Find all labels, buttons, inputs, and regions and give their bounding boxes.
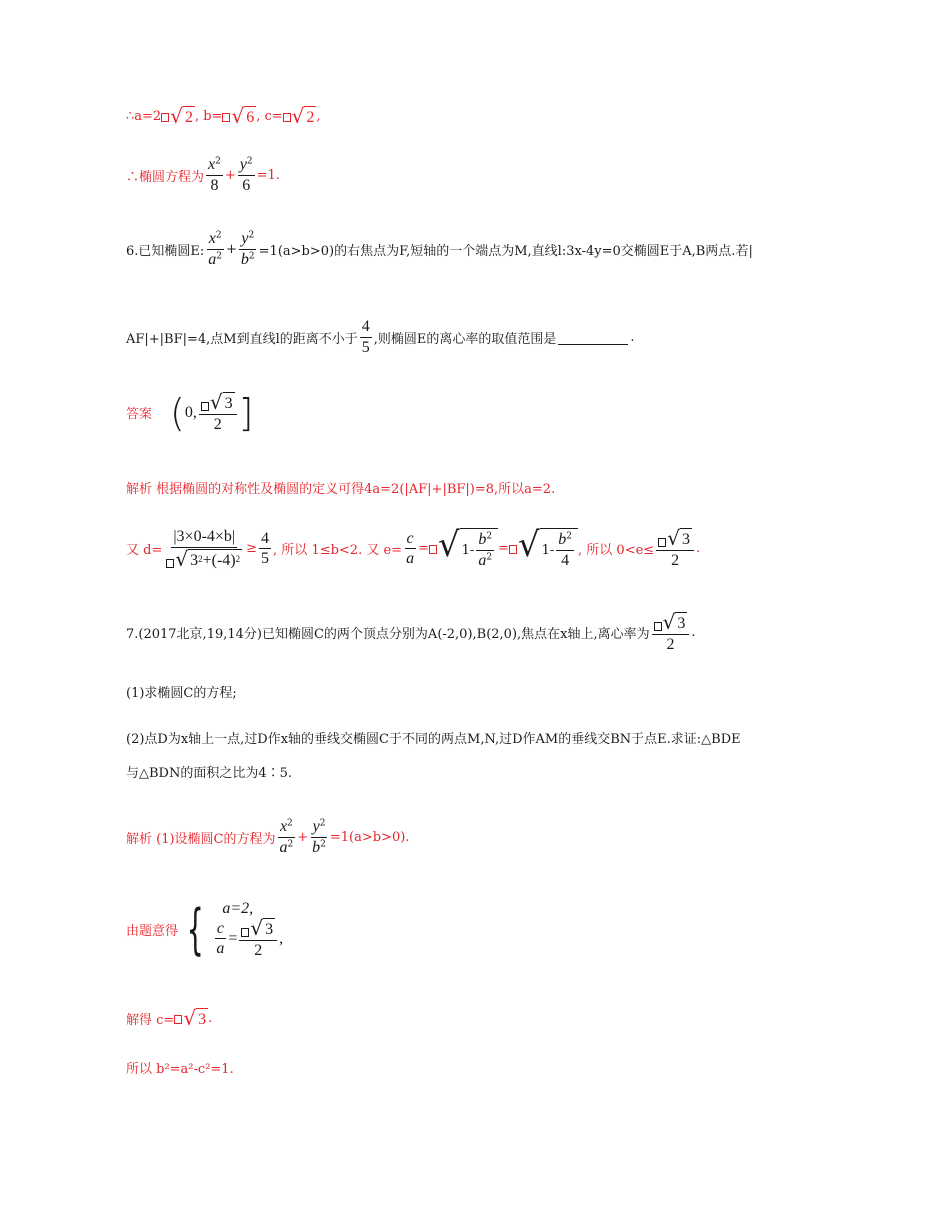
question-7-part-2-line-1: (2)点D为x轴上一点,过D作x轴的垂线交椭圆C于不同的两点M,N,过D作AM的垂线交BN于点E.求证:△BDE bbox=[126, 732, 741, 747]
answer-label: 答案 bbox=[126, 407, 153, 423]
question-6-number: 6.已知椭圆E: bbox=[126, 243, 205, 259]
solution-7-c-value: 解得 c= √ 3 . bbox=[126, 1006, 213, 1030]
a-value-text: a=2 bbox=[134, 109, 162, 124]
placeholder-box-icon bbox=[509, 545, 517, 554]
ellipse-equation-line: ∴椭圆方程为 $\frac{x^2}{8}$ + $\frac{y^2}{6}$ =1. bbox=[126, 156, 280, 194]
ellipse-equation-prefix: ∴椭圆方程为 bbox=[126, 169, 205, 185]
fraction-sqrt3-over-2-c: √ 3 2 bbox=[652, 612, 690, 654]
fraction-4-over-5-b: $\frac{4}{5}$ bbox=[261, 529, 270, 568]
line-abc: ∴ a=2 √ 2 , b= √ 6 , c= √ 2 , bbox=[126, 104, 321, 128]
solution-6-line-1: 解析 根据椭圆的对称性及椭圆的定义可得4a=2(|AF|+|BF|)=8,所以a=2. bbox=[126, 482, 556, 497]
open-paren: ( bbox=[170, 390, 185, 435]
fraction-x2-over-8: $\frac{x^2}{8}$ bbox=[208, 156, 221, 194]
fraction-y2-over-b2: $\frac{y^2}{b^2}$ bbox=[240, 230, 255, 268]
question-7-line-1: 7.(2017北京,19,14分)已知椭圆C的两个顶点分别为A(-2,0),B(2,0),焦点在x轴上,离心率为 √ 3 2 . bbox=[126, 610, 696, 654]
fraction-c-over-a: $\frac{c}{a}$ bbox=[406, 529, 415, 568]
solution-6-line-2: 又 d= |3×0-4×b| √ 3 2 +(-4) 2 ≥ $\frac{4}{5}$ , 所以 1≤b<2. 又 e= $\frac{c}{a}$ = √ 1- $\frac{b^2}{a^2}$ = √ 1- $\frac{b^2}{4}$ , 所以 0<e≤ √ 3 2 . bbox=[126, 525, 701, 571]
placeholder-box-icon bbox=[429, 545, 437, 554]
fraction-y2-over-b2-b: $\frac{y^2}{b^2}$ bbox=[312, 818, 326, 856]
fraction-y2-over-6: $\frac{y^2}{6}$ bbox=[239, 156, 253, 194]
question-6-line-1: 6.已知椭圆E: $\frac{x^2}{a^2}$ + $\frac{y^2}{b^2}$ =1(a>b>0)的右焦点为F,短轴的一个端点为M,直线l:3x-4y=0交椭圆E于A,B两点.若| bbox=[126, 230, 753, 268]
solution-7-b-value: 所以 b²=a²-c²=1. bbox=[126, 1062, 234, 1077]
fraction-sqrt3-over-2-b: √ 3 2 bbox=[656, 528, 694, 570]
therefore-symbol: ∴ bbox=[126, 109, 135, 124]
question-7-part-1: (1)求椭圆C的方程; bbox=[126, 686, 237, 701]
fraction-sqrt3-over-2: √ 3 2 bbox=[199, 392, 237, 434]
placeholder-box-icon bbox=[222, 113, 230, 122]
solution-7-system: 由题意得 { a=2, $\frac{c}{a}$ = √ 3 2 , bbox=[126, 897, 284, 961]
close-bracket: ] bbox=[238, 390, 254, 435]
placeholder-box-icon bbox=[161, 113, 169, 122]
distance-fraction: |3×0-4×b| √ 3 2 +(-4) 2 bbox=[164, 528, 244, 570]
equation-system: a=2, $\frac{c}{a}$ = √ 3 2 , bbox=[216, 900, 284, 960]
question-7-text: 7.(2017北京,19,14分)已知椭圆C的两个顶点分别为A(-2,0),B(2,0),焦点在x轴上,离心率为 bbox=[126, 627, 650, 643]
placeholder-box-icon bbox=[283, 113, 291, 122]
answer-6: 答案 ( 0, √ 3 2 ] bbox=[126, 390, 254, 435]
b-value-text: , b= bbox=[194, 109, 223, 124]
answer-blank bbox=[558, 330, 628, 345]
c-value-text: , c= bbox=[256, 109, 283, 124]
fraction-4-over-5: $\frac{4}{5}$ bbox=[361, 318, 370, 356]
sqrt-2-c: √ 2 bbox=[291, 104, 315, 128]
placeholder-box-icon bbox=[174, 1015, 182, 1024]
sqrt-6-b: √ 6 bbox=[231, 104, 255, 128]
solution-7-line-1: 解析 (1)设椭圆C的方程为 $\frac{x^2}{a^2}$ + $\frac{y^2}{b^2}$ =1(a>b>0). bbox=[126, 818, 410, 856]
question-7-part-2-line-2: 与△BDN的面积之比为4∶5. bbox=[126, 766, 293, 781]
fraction-x2-over-a2-b: $\frac{x^2}{a^2}$ bbox=[279, 818, 294, 856]
sqrt-1-minus-b2-4: √ 1- $\frac{b^2}{4}$ bbox=[518, 528, 578, 569]
question-6-text-2: AF|+|BF|=4,点M到直线l的距离不小于 bbox=[126, 331, 358, 347]
question-6-line-2: AF|+|BF|=4,点M到直线l的距离不小于 $\frac{4}{5}$ ,则椭圆E的离心率的取值范围是 . bbox=[126, 318, 635, 356]
sqrt-2-a: √ 2 bbox=[170, 104, 193, 128]
sqrt-3: √ 3 bbox=[183, 1006, 207, 1030]
question-6-text: =1(a>b>0)的右焦点为F,短轴的一个端点为M,直线l:3x-4y=0交椭圆E于A,B两点.若| bbox=[258, 243, 753, 259]
sqrt-1-minus-b2-a2: √ 1- $\frac{b^2}{a^2}$ bbox=[438, 528, 498, 569]
left-brace: { bbox=[186, 897, 204, 961]
fraction-x2-over-a2: $\frac{x^2}{a^2}$ bbox=[208, 230, 223, 268]
